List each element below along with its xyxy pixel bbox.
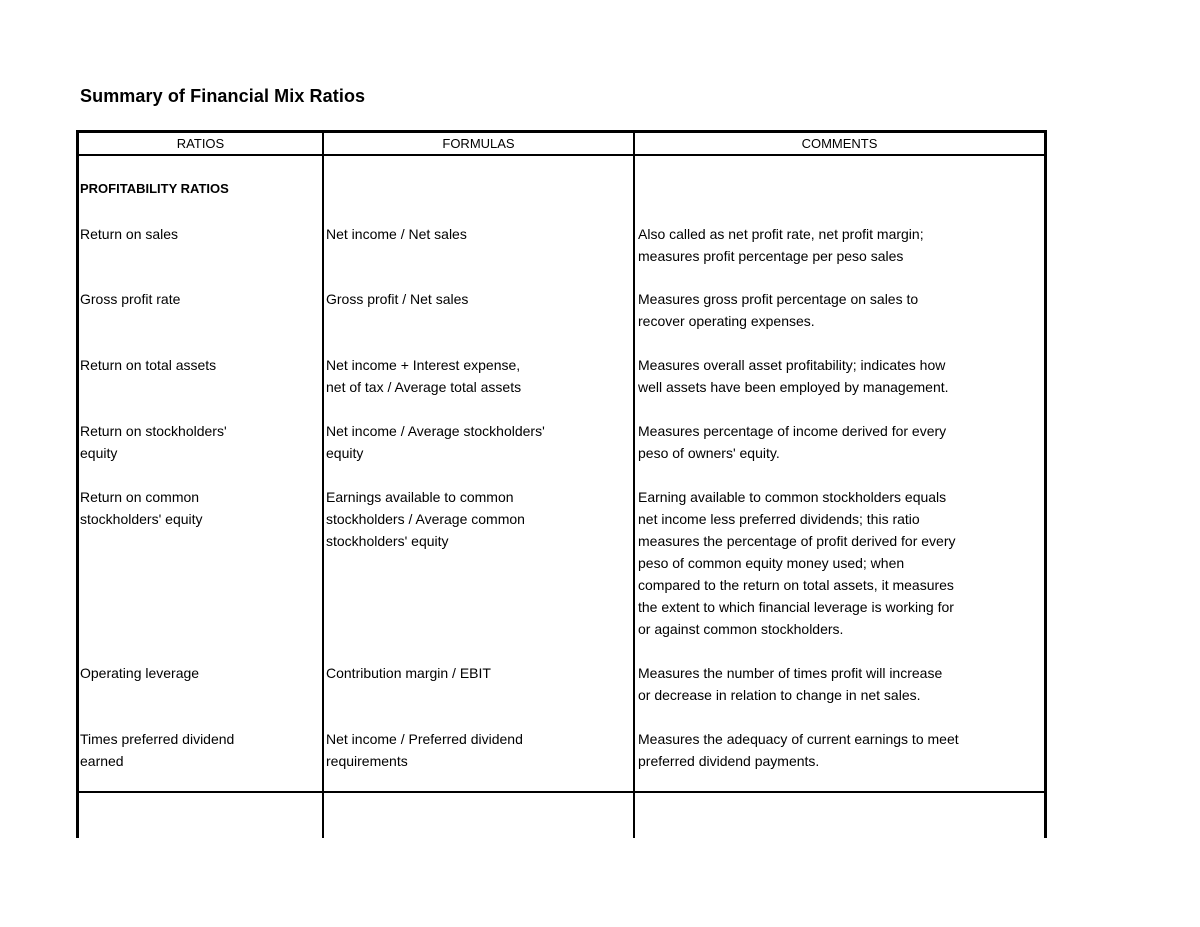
section-title-profitability: PROFITABILITY RATIOS xyxy=(80,181,229,196)
ratio-name: Return on sales xyxy=(80,226,179,242)
column-divider-formulas-comments xyxy=(633,130,635,838)
ratio-comment: Measures overall asset profitability; indicates how well assets have been employed by management. xyxy=(638,357,949,395)
ratio-name: Return on common stockholders' equity xyxy=(80,489,203,527)
ratio-name: Return on stockholders' equity xyxy=(80,423,227,461)
document-title: Summary of Financial Mix Ratios xyxy=(80,86,366,106)
ratio-comment: Earning available to common stockholders equals net income less preferred dividends; this ratio measures the percentage of profit derived for every peso of common equity money used; when compared to the return on total assets, it measures the extent to which financial leverage is working for or against common stockholders. xyxy=(638,489,956,637)
column-divider-ratios-formulas xyxy=(322,130,324,838)
ratio-name: Return on total assets xyxy=(80,357,217,373)
ratio-formula: Net income / Net sales xyxy=(326,226,467,242)
ratio-name: Operating leverage xyxy=(80,665,200,681)
ratio-comment: Also called as net profit rate, net profit margin; measures profit percentage per peso sales xyxy=(638,226,924,264)
ratio-formula: Contribution margin / EBIT xyxy=(326,665,491,681)
ratio-comment: Measures gross profit percentage on sales to recover operating expenses. xyxy=(638,291,919,329)
ratio-name: Times preferred dividend earned xyxy=(80,731,235,769)
ratio-comment: Measures percentage of income derived for every peso of owners' equity. xyxy=(638,423,947,461)
header-formulas: FORMULAS xyxy=(442,136,515,151)
ratio-comment: Measures the number of times profit will increase or decrease in relation to change in net sales. xyxy=(638,665,943,703)
ratios-table xyxy=(76,130,1047,838)
ratio-formula: Gross profit / Net sales xyxy=(326,291,469,307)
table-bottom-divider xyxy=(76,791,1047,793)
table-left-border xyxy=(76,130,79,838)
ratio-name: Gross profit rate xyxy=(80,291,181,307)
header-comments: COMMENTS xyxy=(801,136,878,151)
header-divider xyxy=(76,154,1047,156)
ratio-comment: Measures the adequacy of current earnings to meet preferred dividend payments. xyxy=(638,731,959,769)
table-top-border xyxy=(76,130,1047,133)
ratio-formula: Net income + Interest expense, net of tax / Average total assets xyxy=(326,357,522,395)
ratio-formula: Net income / Average stockholders' equity xyxy=(326,423,545,461)
ratio-formula: Earnings available to common stockholders / Average common stockholders' equity xyxy=(326,489,525,549)
header-ratios: RATIOS xyxy=(176,136,225,151)
ratio-formula: Net income / Preferred dividend requirements xyxy=(326,731,523,769)
table-right-border xyxy=(1044,130,1047,838)
